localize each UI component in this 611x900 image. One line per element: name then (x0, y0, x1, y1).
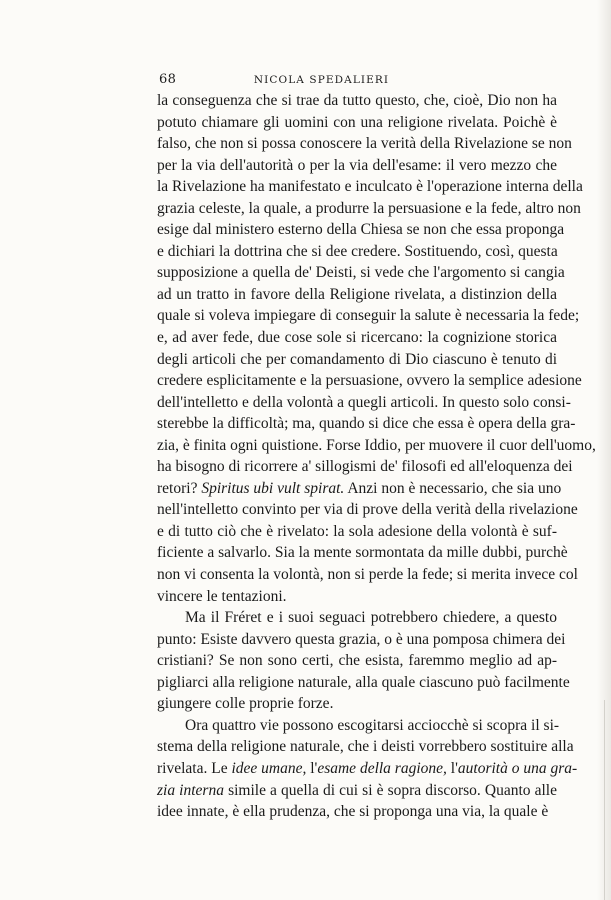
text-segment: stema della religione naturale, che i deisti vorrebbero sostituire alla (157, 738, 574, 756)
text-segment: idee innate, è ella prudenza, che si proponga una via, la quale è (157, 803, 549, 821)
text-segment: dell'intelletto e della volontà a quegli articoli. In questo solo consi- (157, 393, 571, 411)
text-segment: supposizione a quella de' Deisti, si vede che l'argomento si cangia (157, 264, 565, 282)
paragraph (157, 715, 578, 823)
text-segment: l' (306, 759, 318, 777)
italic-text: zia interna (157, 781, 224, 799)
text-segment: simile a quella di cui si è sopra discorso. Quanto alle (223, 781, 557, 799)
text-segment: retori? (157, 479, 202, 497)
page-number: 68 (159, 72, 177, 87)
text-segment: vincere le tentazioni. (157, 587, 287, 605)
running-head: NICOLA SPEDALIERI (253, 74, 390, 86)
text-segment: zia, è finita ogni quistione. Forse Iddio, per muovere il cuor dell'uomo, (157, 436, 596, 454)
text-line (157, 521, 557, 543)
text-segment: grazia celeste, la quale, a produrre la persuasione e la fede, altro non (157, 199, 581, 217)
text-segment: ad un tratto in favore della Religione rivelata, a distinzion della (157, 285, 557, 303)
text-line (157, 758, 578, 780)
text-line (157, 112, 557, 134)
text-segment: potuto chiamare gli uomini con una religione rivelata. Poichè è (157, 113, 557, 131)
text-line (157, 219, 565, 241)
text-segment: pigliarci alla religione naturale, alla quale ciascuno può facilmente (157, 673, 570, 691)
text-segment: nell'intelletto convinto per via di prove della verità della rivelazione (157, 501, 578, 519)
italic-text: autorità o una gra- (457, 759, 578, 777)
text-segment: ficiente a salvarlo. Sia la mente sormontata da mille dubbi, purchè (157, 544, 568, 562)
text-line (157, 349, 557, 371)
text-segment: e di tutto ciò che è rivelato: la sola adesione della volontà è suf- (157, 522, 557, 540)
text-segment: degli articoli che per comandamento di Dio ciascuno è tenuto di (157, 350, 557, 368)
text-segment: non vi consenta la volontà, non si perde la fede; si merita invece col (157, 566, 578, 584)
text-line (157, 607, 557, 629)
text-segment: la Rivelazione ha manifestato e inculcato è l'operazione interna della (157, 178, 583, 196)
text-segment: credere esplicitamente e la persuasione, ovvero la semplice adesione (157, 372, 582, 390)
text-line (157, 90, 557, 112)
text-line (157, 435, 596, 457)
italic-text: Spiritus ubi vult spirat. (201, 479, 345, 497)
paragraph (157, 90, 596, 607)
text-segment: Anzi non è necessario, che sia uno (344, 479, 562, 497)
text-segment: Ma il Fréret e i suoi seguaci potrebbero chiedere, a questo (185, 609, 557, 627)
text-line (157, 176, 583, 198)
text-segment: l' (446, 759, 458, 777)
text-segment: sterebbe la difficoltà; ma, quando si dice che essa è opera della gra- (157, 415, 576, 433)
text-line (157, 650, 557, 672)
text-segment: esige dal ministero esterno della Chiesa se non che essa proponga (157, 221, 565, 239)
page-gutter-edge (604, 700, 605, 900)
text-segment: e dichiari la dottrina che si dee credere. Sostituendo, così, questa (157, 242, 558, 260)
text-line (157, 262, 565, 284)
paragraph (157, 607, 570, 715)
text-line (157, 392, 571, 414)
text-line (157, 456, 573, 478)
text-segment: falso, che non si possa conoscere la verità della Rivelazione se non (157, 135, 572, 153)
text-segment: ha bisogno di ricorrere a' sillogismi de' filosofi ed all'eloquenza dei (157, 458, 573, 476)
text-line (157, 693, 557, 715)
text-line (157, 586, 557, 608)
text-segment: Ora quattro vie possono escogitarsi acciocchè si scopra il si- (185, 716, 560, 734)
text-segment: e, ad aver fede, due cose sole si ricercano: la cognizione storica (157, 329, 557, 347)
text-segment: per la via dell'autorità o per la via dell'esame: il vero mezzo che (157, 156, 557, 174)
text-line (157, 305, 580, 327)
text-line (157, 780, 557, 802)
text-line (157, 801, 557, 823)
italic-text: idee umane, (231, 759, 307, 777)
text-line (157, 478, 562, 500)
text-segment: rivelata. Le (157, 759, 232, 777)
text-segment: cristiani? Se non sono certi, che esista, faremmo meglio ad ap- (157, 652, 557, 670)
text-line (157, 284, 557, 306)
text-line (157, 413, 576, 435)
text-line (157, 133, 572, 155)
text-segment: la conseguenza che si trae da tutto questo, che, cioè, Dio non ha (157, 92, 557, 109)
text-segment: quale si voleva impiegare di conseguir la salute è necessaria la fede; (157, 307, 580, 325)
italic-text: esame della ragione, (317, 759, 447, 777)
text-line (157, 715, 560, 737)
body-text (157, 90, 596, 823)
text-line (157, 499, 578, 521)
text-line (157, 370, 582, 392)
text-segment: giungere colle proprie forze. (157, 695, 334, 713)
text-line (157, 564, 578, 586)
text-line (157, 629, 566, 651)
text-line (157, 672, 570, 694)
text-line (157, 155, 557, 177)
text-line (157, 736, 574, 758)
text-segment: punto: Esiste davvero questa grazia, o è una pomposa chimera dei (157, 630, 566, 648)
text-line (157, 198, 581, 220)
text-line (157, 241, 557, 263)
text-line (157, 327, 557, 349)
text-line (157, 542, 568, 564)
